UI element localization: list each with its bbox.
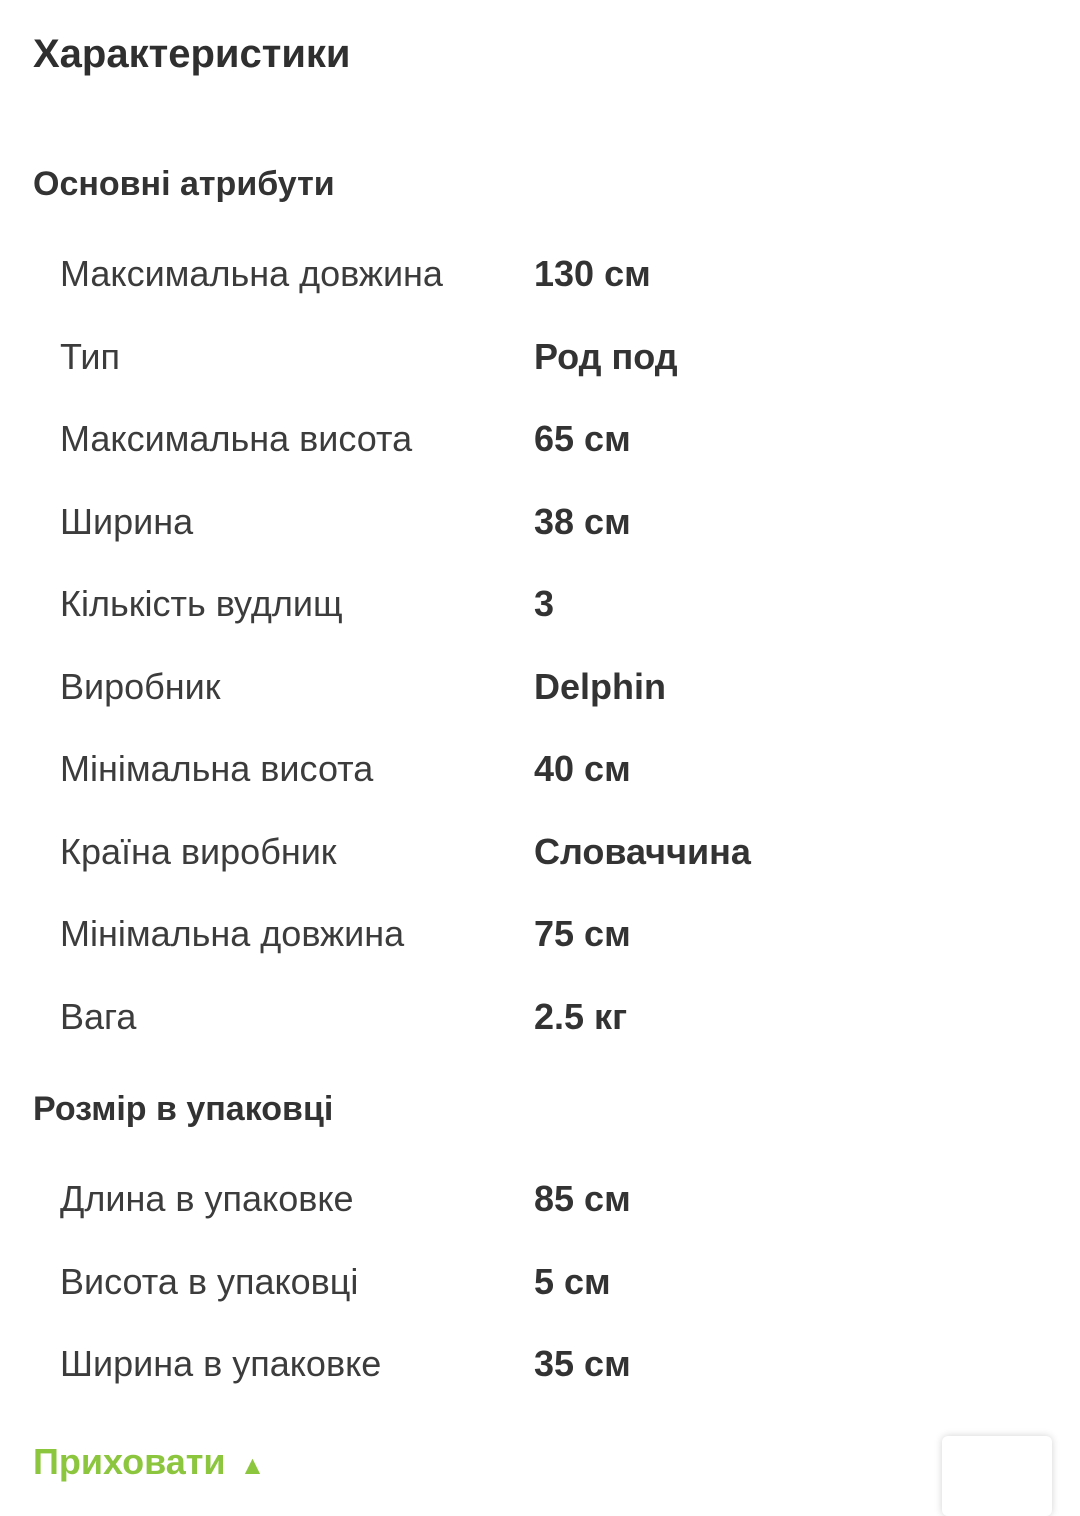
attribute-label: Мінімальна висота <box>60 748 374 790</box>
attribute-value: 35 см <box>534 1343 631 1385</box>
attribute-value: 3 <box>534 583 555 625</box>
attribute-value: Delphin <box>534 665 666 707</box>
attribute-list-package <box>60 1158 1020 1406</box>
attribute-row <box>60 728 1020 811</box>
section-title-package-size: Розмір в упаковці <box>33 1090 334 1128</box>
attribute-value: Род под <box>534 335 678 377</box>
attribute-label: Мінімальна довжина <box>60 913 405 955</box>
attribute-value: 65 см <box>534 418 631 460</box>
page-title: Характеристики <box>33 32 351 76</box>
attribute-list-main <box>60 233 1020 1058</box>
attribute-row <box>60 316 1020 399</box>
hide-link-label: Приховати <box>33 1441 226 1482</box>
attribute-row <box>60 563 1020 646</box>
attribute-value: 38 см <box>534 500 631 542</box>
attribute-label: Максимальна висота <box>60 418 413 460</box>
attribute-value: 130 см <box>534 253 651 295</box>
attribute-label: Длина в упаковке <box>60 1178 354 1220</box>
attribute-row <box>60 398 1020 481</box>
attribute-row <box>60 976 1020 1059</box>
section-title-main-attributes: Основні атрибути <box>33 165 335 203</box>
attribute-value: 40 см <box>534 748 631 790</box>
attribute-label: Максимальна довжина <box>60 253 443 295</box>
attribute-label: Кількість вудлищ <box>60 583 343 625</box>
attribute-label: Країна виробник <box>60 830 337 872</box>
attribute-row <box>60 811 1020 894</box>
attribute-value: Словаччина <box>534 830 751 872</box>
attribute-row <box>60 1158 1020 1241</box>
attribute-label: Ширина в упаковке <box>60 1343 382 1385</box>
attribute-row <box>60 1241 1020 1324</box>
attribute-label: Тип <box>60 335 121 377</box>
attribute-row <box>60 893 1020 976</box>
attribute-label: Ширина <box>60 500 194 542</box>
attribute-row <box>60 481 1020 564</box>
attribute-label: Висота в упаковці <box>60 1260 359 1302</box>
hide-characteristics-link[interactable] <box>33 1440 265 1487</box>
attribute-value: 85 см <box>534 1178 631 1220</box>
attribute-row <box>60 233 1020 316</box>
attribute-row <box>60 646 1020 729</box>
chevron-up-icon: ▲ <box>239 1450 266 1480</box>
attribute-value: 5 см <box>534 1260 611 1302</box>
attribute-row <box>60 1323 1020 1406</box>
attribute-value: 2.5 кг <box>534 995 628 1037</box>
floating-action-button[interactable] <box>942 1436 1052 1516</box>
attribute-label: Виробник <box>60 665 221 707</box>
attribute-value: 75 см <box>534 913 631 955</box>
attribute-label: Вага <box>60 995 137 1037</box>
